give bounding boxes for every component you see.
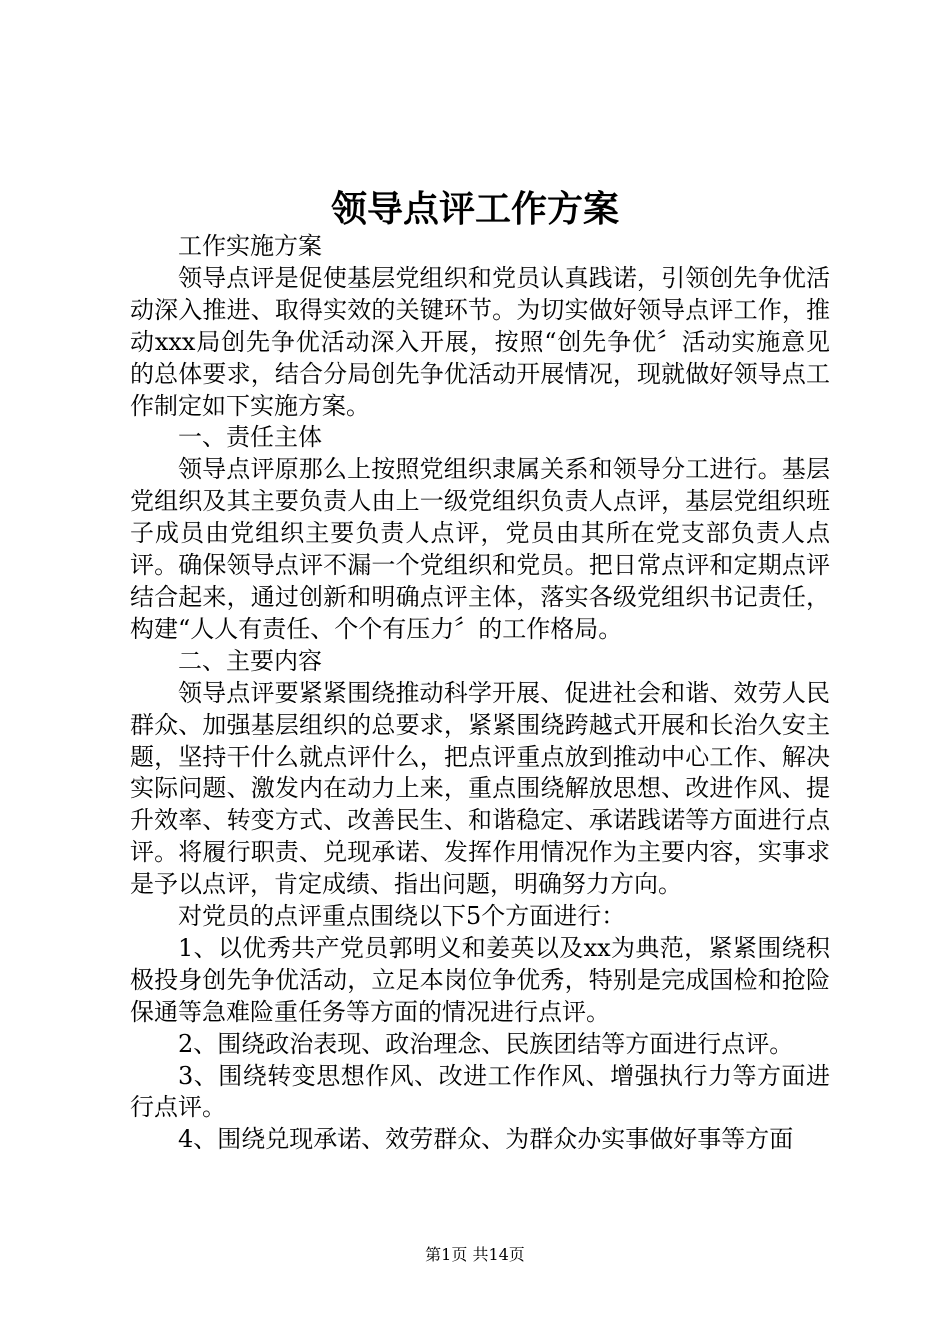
paragraph-subtitle: 工作实施方案 bbox=[178, 232, 322, 260]
page-footer: 第1页 共14页 bbox=[425, 1245, 525, 1264]
section-heading-responsibility: 一、责任主体 bbox=[178, 423, 322, 452]
list-item-3: 3、围绕转变思想作风、改进工作作风、增强执行力等方面进行点评。 bbox=[130, 1061, 830, 1122]
paragraph-content: 领导点评要紧紧围绕推动科学开展、促进社会和谐、效劳人民群众、加强基层组织的总要求，紧紧围绕跨越式开展和长治久安主题，坚持干什么就点评什么，把点评重点放到推动中心工作、解决实际问题、激发内在动力上来，重点围绕解放思想、改进作风、提升效率、转变方式、改善民生、和谐稳定、承诺践诺等方面进行点评。将履行职责、兑现承诺、发挥作用情况作为主要内容，实事求是予以点评，肯定成绩、指出问题，明确努力方向。 bbox=[130, 678, 830, 899]
list-item-1: 1、以优秀共产党员郭明义和姜英以及xx为典范，紧紧围绕积极投身创先争优活动，立足本岗位争优秀，特别是完成国检和抢险保通等急难险重任务等方面的情况进行点评。 bbox=[130, 933, 830, 1026]
section-heading-content: 二、主要内容 bbox=[178, 646, 322, 675]
paragraph-intro: 领导点评是促使基层党组织和党员认真践诺，引领创先争优活动深入推进、取得实效的关键环节。为切实做好领导点评工作，推动xxx局创先争优活动深入开展，按照“创先争优〞活动实施意见的总体要求，结合分局创先争优活动开展情况，现就做好领导点工作制定如下实施方案。 bbox=[130, 263, 830, 420]
list-item-2: 2、围绕政治表现、政治理念、民族团结等方面进行点评。 bbox=[178, 1029, 794, 1058]
list-item-4: 4、围绕兑现承诺、效劳群众、为群众办实事做好事等方面 bbox=[178, 1125, 794, 1154]
document-title: 领导点评工作方案 bbox=[330, 188, 619, 230]
paragraph-five-aspects: 对党员的点评重点围绕以下5个方面进行： bbox=[178, 902, 626, 931]
document-body bbox=[130, 231, 830, 1156]
paragraph-responsibility: 领导点评原那么上按照党组织隶属关系和领导分工进行。基层党组织及其主要负责人由上一级党组织负责人点评，基层党组织班子成员由党组织主要负责人点评，党员由其所在党支部负责人点评。确保领导点评不漏一个党组织和党员。把日常点评和定期点评结合起来，通过创新和明确点评主体，落实各级党组织书记责任，构建“人人有责任、个个有压力〞的工作格局。 bbox=[130, 455, 830, 643]
